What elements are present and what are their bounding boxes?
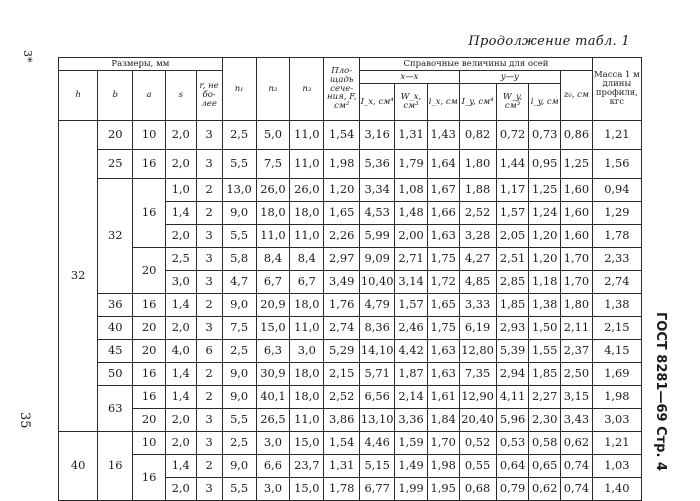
header-mass: Масса 1 м длины профиля, кгс — [592, 58, 641, 121]
cell-ix-moment: 14,10 — [360, 340, 395, 363]
cell-r: 3 — [196, 121, 222, 150]
cell-iy-radius: 0,95 — [529, 150, 561, 179]
cell-mass: 0,94 — [592, 179, 641, 202]
cell-z0: 1,60 — [561, 202, 593, 225]
cell-z0: 1,70 — [561, 248, 593, 271]
table-row — [59, 294, 642, 317]
table-row — [59, 409, 642, 432]
cell-wx: 2,14 — [395, 386, 428, 409]
cell-ix-radius: 1,66 — [427, 202, 459, 225]
cell-mass: 2,33 — [592, 248, 641, 271]
cell-n3: 18,0 — [290, 202, 324, 225]
header-s: s — [165, 71, 196, 121]
cell-ix-radius: 1,63 — [427, 340, 459, 363]
cell-iy-moment: 12,90 — [459, 386, 496, 409]
header-b: b — [98, 71, 133, 121]
cell-area: 1,78 — [324, 478, 360, 501]
cell-n3: 11,0 — [290, 150, 324, 179]
cell-iy-moment: 0,68 — [459, 478, 496, 501]
cell-ix-radius: 1,98 — [427, 455, 459, 478]
cell-ix-radius: 1,67 — [427, 179, 459, 202]
cell-s: 3,0 — [165, 271, 196, 294]
cell-ix-moment: 5,71 — [360, 363, 395, 386]
cell-wx: 1,59 — [395, 432, 428, 455]
header-axis-yy: y—y — [459, 71, 561, 84]
cell-iy-radius: 1,18 — [529, 271, 561, 294]
cell-r: 6 — [196, 340, 222, 363]
cell-n2: 20,9 — [256, 294, 290, 317]
cell-mass: 1,40 — [592, 478, 641, 501]
cell-r: 2 — [196, 386, 222, 409]
cell-mass: 1,98 — [592, 386, 641, 409]
cell-iy-radius: 1,50 — [529, 317, 561, 340]
cell-wx: 3,36 — [395, 409, 428, 432]
cell-a: 16 — [133, 363, 166, 386]
cell-iy-radius: 1,25 — [529, 179, 561, 202]
cell-n3: 23,7 — [290, 455, 324, 478]
cell-ix-moment: 9,09 — [360, 248, 395, 271]
cell-wy: 1,85 — [496, 294, 529, 317]
cell-r: 3 — [196, 271, 222, 294]
cell-ix-radius: 1,43 — [427, 121, 459, 150]
cell-mass: 1,78 — [592, 225, 641, 248]
cell-area: 2,15 — [324, 363, 360, 386]
cell-wy: 2,93 — [496, 317, 529, 340]
cell-b: 50 — [98, 363, 133, 386]
cell-iy-moment: 1,88 — [459, 179, 496, 202]
cell-iy-radius: 1,24 — [529, 202, 561, 225]
cell-s: 2,0 — [165, 409, 196, 432]
cell-n2: 3,0 — [256, 478, 290, 501]
cell-s: 1,4 — [165, 202, 196, 225]
cell-z0: 2,37 — [561, 340, 593, 363]
cell-wy: 5,96 — [496, 409, 529, 432]
cell-ix-radius: 1,70 — [427, 432, 459, 455]
cell-s: 2,0 — [165, 225, 196, 248]
cell-n1: 7,5 — [222, 317, 256, 340]
cell-s: 2,0 — [165, 478, 196, 501]
header-iy-moment: I_y, см⁴ — [459, 84, 496, 121]
cell-z0: 0,74 — [561, 455, 593, 478]
cell-z0: 3,43 — [561, 409, 593, 432]
cell-s: 2,0 — [165, 121, 196, 150]
cell-wy: 0,79 — [496, 478, 529, 501]
cell-n3: 6,7 — [290, 271, 324, 294]
cell-r: 3 — [196, 248, 222, 271]
cell-h: 32 — [59, 121, 98, 432]
cell-mass: 1,69 — [592, 363, 641, 386]
cell-n1: 2,5 — [222, 121, 256, 150]
cell-b: 45 — [98, 340, 133, 363]
cell-iy-radius: 1,20 — [529, 225, 561, 248]
cell-r: 3 — [196, 225, 222, 248]
header-axis-xx: x—x — [360, 71, 459, 84]
cell-ix-moment: 13,10 — [360, 409, 395, 432]
cell-area: 2,52 — [324, 386, 360, 409]
cell-n2: 11,0 — [256, 225, 290, 248]
cell-wy: 2,51 — [496, 248, 529, 271]
cell-n2: 15,0 — [256, 317, 290, 340]
cell-iy-radius: 2,27 — [529, 386, 561, 409]
header-wx: W_x, см³ — [395, 84, 428, 121]
cell-area: 1,76 — [324, 294, 360, 317]
cell-a: 20 — [133, 340, 166, 363]
cell-wx: 1,48 — [395, 202, 428, 225]
cell-ix-moment: 6,77 — [360, 478, 395, 501]
profile-table — [58, 57, 642, 501]
cell-area: 3,86 — [324, 409, 360, 432]
cell-ix-radius: 1,95 — [427, 478, 459, 501]
cell-n1: 5,8 — [222, 248, 256, 271]
cell-r: 2 — [196, 294, 222, 317]
page-number: 35 — [17, 412, 32, 429]
cell-iy-moment: 0,52 — [459, 432, 496, 455]
cell-area: 2,97 — [324, 248, 360, 271]
cell-n3: 3,0 — [290, 340, 324, 363]
cell-ix-radius: 1,64 — [427, 150, 459, 179]
cell-n1: 2,5 — [222, 340, 256, 363]
cell-iy-radius: 0,62 — [529, 478, 561, 501]
cell-wx: 3,14 — [395, 271, 428, 294]
cell-area: 5,29 — [324, 340, 360, 363]
cell-wx: 1,79 — [395, 150, 428, 179]
cell-n3: 11,0 — [290, 317, 324, 340]
cell-wx: 1,99 — [395, 478, 428, 501]
table-row — [59, 248, 642, 271]
cell-n1: 9,0 — [222, 386, 256, 409]
cell-n3: 11,0 — [290, 225, 324, 248]
cell-n2: 5,0 — [256, 121, 290, 150]
cell-r: 3 — [196, 478, 222, 501]
header-h: h — [59, 71, 98, 121]
cell-wy: 1,44 — [496, 150, 529, 179]
cell-n1: 9,0 — [222, 455, 256, 478]
cell-area: 1,98 — [324, 150, 360, 179]
header-area: Пло-щадь сече-ния, F, см² — [324, 58, 360, 121]
cell-ix-moment: 5,15 — [360, 455, 395, 478]
header-z0: z₀, см — [561, 71, 593, 121]
table-row — [59, 121, 642, 150]
cell-wx: 2,71 — [395, 248, 428, 271]
cell-wy: 1,57 — [496, 202, 529, 225]
cell-mass: 4,15 — [592, 340, 641, 363]
cell-iy-radius: 0,65 — [529, 455, 561, 478]
header-a: a — [133, 71, 166, 121]
cell-iy-moment: 7,35 — [459, 363, 496, 386]
cell-r: 3 — [196, 317, 222, 340]
cell-iy-radius: 1,55 — [529, 340, 561, 363]
side-standard-label: ГОСТ 8281—69 Стр. 4 — [653, 312, 668, 471]
cell-n2: 40,1 — [256, 386, 290, 409]
cell-n3: 15,0 — [290, 478, 324, 501]
cell-b: 40 — [98, 317, 133, 340]
cell-s: 2,0 — [165, 150, 196, 179]
cell-wy: 0,53 — [496, 432, 529, 455]
cell-b: 25 — [98, 150, 133, 179]
cell-n3: 18,0 — [290, 386, 324, 409]
cell-iy-moment: 4,27 — [459, 248, 496, 271]
cell-a: 16 — [133, 455, 166, 501]
table-row — [59, 432, 642, 455]
cell-ix-moment: 10,40 — [360, 271, 395, 294]
cell-wx: 1,87 — [395, 363, 428, 386]
cell-mass: 1,21 — [592, 121, 641, 150]
cell-n2: 18,0 — [256, 202, 290, 225]
cell-mass: 1,56 — [592, 150, 641, 179]
cell-wy: 4,11 — [496, 386, 529, 409]
cell-ix-moment: 4,46 — [360, 432, 395, 455]
table-row — [59, 363, 642, 386]
cell-n1: 4,7 — [222, 271, 256, 294]
table-row — [59, 317, 642, 340]
cell-area: 2,26 — [324, 225, 360, 248]
cell-n2: 7,5 — [256, 150, 290, 179]
cell-r: 2 — [196, 363, 222, 386]
cell-n2: 26,0 — [256, 179, 290, 202]
cell-wy: 0,64 — [496, 455, 529, 478]
cell-iy-moment: 1,80 — [459, 150, 496, 179]
cell-iy-radius: 2,30 — [529, 409, 561, 432]
cell-s: 1,4 — [165, 294, 196, 317]
cell-ix-radius: 1,75 — [427, 248, 459, 271]
cell-a: 20 — [133, 317, 166, 340]
header-n3: n₃ — [290, 58, 324, 121]
table-row — [59, 386, 642, 409]
cell-n1: 5,5 — [222, 478, 256, 501]
cell-n2: 26,5 — [256, 409, 290, 432]
cell-n1: 5,5 — [222, 225, 256, 248]
cell-mass: 1,21 — [592, 432, 641, 455]
cell-area: 1,31 — [324, 455, 360, 478]
cell-wy: 5,39 — [496, 340, 529, 363]
cell-iy-radius: 1,38 — [529, 294, 561, 317]
cell-iy-moment: 4,85 — [459, 271, 496, 294]
cell-iy-moment: 2,52 — [459, 202, 496, 225]
cell-n3: 18,0 — [290, 294, 324, 317]
cell-s: 2,5 — [165, 248, 196, 271]
cell-iy-moment: 0,82 — [459, 121, 496, 150]
cell-n3: 15,0 — [290, 432, 324, 455]
cell-b: 20 — [98, 121, 133, 150]
cell-mass: 2,74 — [592, 271, 641, 294]
cell-iy-radius: 0,58 — [529, 432, 561, 455]
cell-ix-moment: 5,99 — [360, 225, 395, 248]
cell-n1: 9,0 — [222, 363, 256, 386]
table-row — [59, 455, 642, 478]
cell-wx: 1,49 — [395, 455, 428, 478]
cell-n1: 5,5 — [222, 150, 256, 179]
cell-n1: 5,5 — [222, 409, 256, 432]
header-r: r, не бо-лее — [196, 71, 222, 121]
cell-wy: 1,17 — [496, 179, 529, 202]
cell-wy: 0,72 — [496, 121, 529, 150]
cell-z0: 1,25 — [561, 150, 593, 179]
cell-s: 2,0 — [165, 432, 196, 455]
cell-s: 1,4 — [165, 455, 196, 478]
cell-a: 16 — [133, 179, 166, 248]
cell-iy-moment: 12,80 — [459, 340, 496, 363]
cell-n2: 3,0 — [256, 432, 290, 455]
cell-ix-moment: 4,53 — [360, 202, 395, 225]
cell-ix-moment: 6,56 — [360, 386, 395, 409]
cell-r: 3 — [196, 432, 222, 455]
cell-a: 10 — [133, 121, 166, 150]
header-wy: W_y, см³ — [496, 84, 529, 121]
cell-b: 16 — [98, 432, 133, 501]
cell-iy-radius: 1,85 — [529, 363, 561, 386]
header-n1: n₁ — [222, 58, 256, 121]
cell-area: 1,65 — [324, 202, 360, 225]
cell-ix-moment: 3,34 — [360, 179, 395, 202]
cell-iy-moment: 6,19 — [459, 317, 496, 340]
cell-wy: 2,94 — [496, 363, 529, 386]
header-reference-group: Справочные величины для осей — [360, 58, 593, 71]
cell-ix-radius: 1,63 — [427, 225, 459, 248]
cell-n1: 13,0 — [222, 179, 256, 202]
table-body — [59, 121, 642, 501]
cell-area: 1,20 — [324, 179, 360, 202]
cell-n2: 6,3 — [256, 340, 290, 363]
cell-r: 3 — [196, 150, 222, 179]
cell-a: 20 — [133, 248, 166, 294]
cell-n1: 9,0 — [222, 294, 256, 317]
cell-n2: 30,9 — [256, 363, 290, 386]
cell-wy: 2,05 — [496, 225, 529, 248]
cell-mass: 1,03 — [592, 455, 641, 478]
cell-n3: 26,0 — [290, 179, 324, 202]
cell-z0: 1,80 — [561, 294, 593, 317]
cell-area: 3,49 — [324, 271, 360, 294]
cell-h: 40 — [59, 432, 98, 501]
cell-ix-radius: 1,63 — [427, 363, 459, 386]
header-ix-radius: i_x, см — [427, 84, 459, 121]
cell-wx: 2,00 — [395, 225, 428, 248]
cell-z0: 0,62 — [561, 432, 593, 455]
cell-iy-radius: 0,73 — [529, 121, 561, 150]
header-n2: n₂ — [256, 58, 290, 121]
cell-mass: 1,38 — [592, 294, 641, 317]
cell-area: 1,54 — [324, 432, 360, 455]
cell-iy-moment: 20,40 — [459, 409, 496, 432]
cell-wy: 2,85 — [496, 271, 529, 294]
header-sizes-group: Размеры, мм — [59, 58, 223, 71]
cell-z0: 0,74 — [561, 478, 593, 501]
cell-wx: 1,57 — [395, 294, 428, 317]
cell-wx: 4,42 — [395, 340, 428, 363]
cell-n2: 8,4 — [256, 248, 290, 271]
cell-s: 2,0 — [165, 317, 196, 340]
cell-ix-radius: 1,65 — [427, 294, 459, 317]
cell-n1: 9,0 — [222, 202, 256, 225]
cell-r: 2 — [196, 179, 222, 202]
cell-n3: 8,4 — [290, 248, 324, 271]
cell-wx: 1,08 — [395, 179, 428, 202]
cell-iy-radius: 1,20 — [529, 248, 561, 271]
cell-iy-moment: 0,55 — [459, 455, 496, 478]
cell-b: 32 — [98, 179, 133, 294]
cell-area: 2,74 — [324, 317, 360, 340]
cell-z0: 0,86 — [561, 121, 593, 150]
cell-r: 3 — [196, 409, 222, 432]
cell-z0: 1,60 — [561, 225, 593, 248]
cell-ix-moment: 3,16 — [360, 121, 395, 150]
cell-s: 1,4 — [165, 363, 196, 386]
cell-ix-radius: 1,61 — [427, 386, 459, 409]
page-mark: 3* — [21, 50, 34, 63]
cell-s: 1,0 — [165, 179, 196, 202]
cell-iy-moment: 3,33 — [459, 294, 496, 317]
cell-wx: 1,31 — [395, 121, 428, 150]
cell-z0: 1,70 — [561, 271, 593, 294]
cell-a: 16 — [133, 150, 166, 179]
table-row — [59, 150, 642, 179]
cell-z0: 3,15 — [561, 386, 593, 409]
cell-mass: 1,29 — [592, 202, 641, 225]
cell-iy-moment: 3,28 — [459, 225, 496, 248]
cell-r: 2 — [196, 455, 222, 478]
cell-mass: 3,03 — [592, 409, 641, 432]
cell-z0: 2,50 — [561, 363, 593, 386]
cell-r: 2 — [196, 202, 222, 225]
cell-area: 1,54 — [324, 121, 360, 150]
header-iy-radius: i_y, см — [529, 84, 561, 121]
cell-a: 10 — [133, 432, 166, 455]
continuation-title: Продолжение табл. 1 — [468, 34, 630, 49]
cell-s: 4,0 — [165, 340, 196, 363]
cell-ix-radius: 1,84 — [427, 409, 459, 432]
cell-ix-moment: 4,79 — [360, 294, 395, 317]
table-row — [59, 179, 642, 202]
cell-z0: 2,11 — [561, 317, 593, 340]
cell-n3: 11,0 — [290, 409, 324, 432]
cell-a: 16 — [133, 294, 166, 317]
cell-ix-moment: 8,36 — [360, 317, 395, 340]
cell-ix-radius: 1,72 — [427, 271, 459, 294]
cell-n3: 18,0 — [290, 363, 324, 386]
cell-b: 36 — [98, 294, 133, 317]
cell-n2: 6,6 — [256, 455, 290, 478]
cell-z0: 1,60 — [561, 179, 593, 202]
cell-mass: 2,15 — [592, 317, 641, 340]
cell-n1: 2,5 — [222, 432, 256, 455]
cell-b: 63 — [98, 386, 133, 432]
cell-wx: 2,46 — [395, 317, 428, 340]
cell-a: 20 — [133, 409, 166, 432]
table-row — [59, 340, 642, 363]
cell-ix-radius: 1,75 — [427, 317, 459, 340]
cell-ix-moment: 5,36 — [360, 150, 395, 179]
cell-s: 1,4 — [165, 386, 196, 409]
cell-n3: 11,0 — [290, 121, 324, 150]
cell-a: 16 — [133, 386, 166, 409]
cell-n2: 6,7 — [256, 271, 290, 294]
header-ix-moment: I_x, см⁴ — [360, 84, 395, 121]
